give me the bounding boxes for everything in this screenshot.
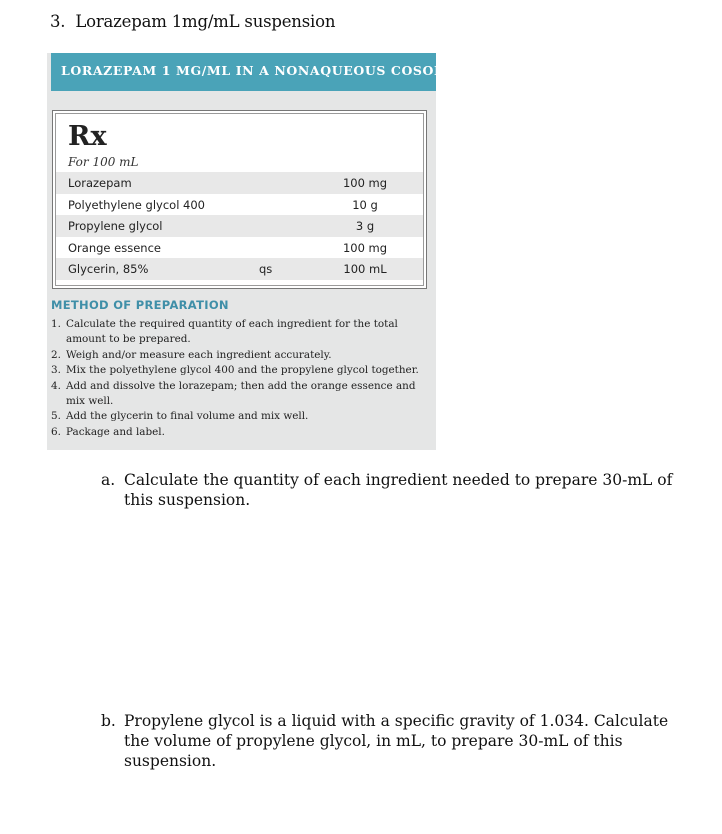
prescription-inner-border: [55, 113, 424, 286]
sub-question-letter: a.: [101, 471, 116, 489]
ingredient-amount: 3 g: [355, 219, 375, 233]
question-heading: [50, 12, 335, 31]
step-text: Add the glycerin to final volume and mix well.: [66, 410, 309, 423]
ingredient-name: Lorazepam: [68, 176, 132, 190]
ingredient-row: [56, 215, 423, 237]
step-text: Add and dissolve the lorazepam; then add the orange essence and mix well.: [66, 379, 416, 408]
method-step: [51, 348, 426, 363]
step-number: 1.: [51, 318, 61, 330]
sub-question-text: Propylene glycol is a liquid with a specific gravity of 1.034. Calculate the volume of propylene glycol, in mL, to prepare 30-mL of this suspension.: [124, 712, 669, 770]
method-step: [51, 363, 426, 378]
ingredient-name: Orange essence: [68, 240, 161, 255]
ingredient-amount: 100 mg: [342, 240, 388, 255]
ingredient-row: [56, 237, 423, 259]
ingredient-amount: 100 mL: [343, 262, 387, 276]
ingredient-row: [56, 194, 423, 216]
ingredient-qs: qs: [259, 262, 273, 276]
ingredient-row: [56, 172, 423, 194]
prescription-box: [52, 110, 427, 289]
batch-size-label: For 100 mL: [68, 155, 139, 169]
sub-question-b: [101, 711, 681, 771]
step-number: 3.: [51, 364, 61, 377]
method-step: [51, 317, 426, 348]
ingredient-row: [56, 258, 423, 280]
ingredient-name: Glycerin, 85%: [68, 262, 149, 276]
ingredient-amount: 100 mg: [342, 176, 388, 190]
question-title: Lorazepam 1mg/mL suspension: [75, 12, 336, 31]
method-step: [51, 425, 426, 440]
sub-question-letter: b.: [101, 712, 116, 730]
method-step: [51, 409, 426, 424]
card-header-title: LORAZEPAM 1 MG/ML IN A NONAQUEOUS COSOLVENT: [61, 63, 485, 78]
sub-question-text: Calculate the quantity of each ingredient needed to prepare 30-mL of this suspension.: [124, 471, 673, 509]
step-number: 5.: [51, 410, 61, 423]
step-text: Weigh and/or measure each ingredient accurately.: [66, 348, 332, 361]
step-number: 6.: [51, 425, 61, 438]
card-header-bar: [51, 53, 485, 91]
step-number: 2.: [51, 348, 61, 361]
step-text: Calculate the required quantity of each ingredient for the total amount to be prepared.: [66, 318, 398, 346]
ingredient-name: Polyethylene glycol 400: [68, 197, 205, 212]
rx-symbol: Rx: [68, 121, 107, 152]
ingredient-amount: 10 g: [352, 197, 378, 212]
method-steps: [51, 317, 426, 440]
method-step: [51, 379, 426, 410]
method-title: METHOD OF PREPARATION: [51, 298, 229, 312]
step-text: Package and label.: [66, 425, 165, 438]
sub-question-a: [101, 470, 681, 510]
step-number: 4.: [51, 379, 61, 392]
step-text: Mix the polyethylene glycol 400 and the propylene glycol together.: [66, 364, 419, 377]
ingredient-name: Propylene glycol: [68, 219, 163, 233]
question-number: 3.: [50, 12, 66, 31]
ingredient-table: [56, 172, 423, 280]
